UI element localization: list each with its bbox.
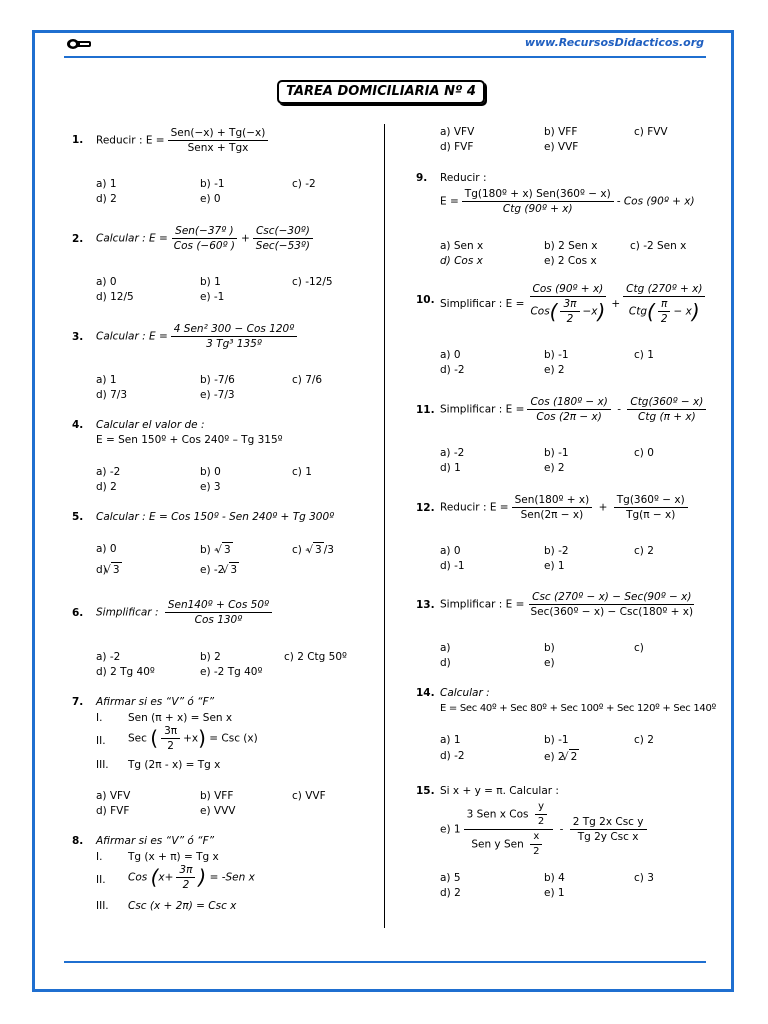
q2-option-b: b) 1 [200, 276, 221, 288]
q9-option-e: e) 2 Cos x [544, 255, 597, 267]
q8-item-i: Tg (x + π) = Tg x [128, 851, 219, 863]
q3-option-e: e) -7/3 [200, 389, 235, 401]
q6-option-b: b) 2 [200, 651, 221, 663]
q6-option-e: e) -2 Tg 40º [200, 666, 263, 678]
header-rule [64, 56, 706, 58]
q7-item-ii: Sec ( $\frac{3\pi}{2}$ +x) = Csc (x) [128, 725, 258, 752]
q3-option-a: a) 1 [96, 374, 117, 386]
q11-number: 11. [416, 404, 435, 416]
q12-number: 12. [416, 502, 435, 514]
footer-rule [64, 961, 706, 963]
q10-option-d: d) -2 [440, 364, 465, 376]
q7-roman-ii: II. [96, 735, 106, 747]
q1-statement: Reducir : E = $\frac{\text{Sen(−x) + Tg(−x)}}{\text{Senx + Tgx}}$ [96, 126, 271, 155]
q3-option-b: b) -7/6 [200, 374, 235, 386]
q6-option-d: d) 2 Tg 40º [96, 666, 155, 678]
q5-option-b: b) - √ 3 [200, 542, 233, 558]
q6-statement: Simplificar : $\frac{\text{Sen140º + Cos 50º}}{\text{Cos 130º}}$ [96, 598, 275, 627]
q11-option-e: e) 2 [544, 462, 565, 474]
q12-option-c: c) 2 [634, 545, 654, 557]
q8-number: 8. [72, 835, 84, 847]
q13-option-b: b) [544, 642, 555, 654]
logo-icon [66, 38, 92, 50]
q8-option-c: c) FVV [634, 126, 668, 138]
q10-statement: Simplificar : E = Cos (90º + x) Cos( $\frac{3\pi}{2}$ −x) + Ctg (270º + x) Ctg( $\frac{\pi}{2}$ − x) [440, 282, 708, 326]
q15-number: 15. [416, 785, 435, 797]
q6-option-a: a) -2 [96, 651, 121, 663]
q7-roman-iii: III. [96, 759, 109, 771]
q2-number: 2. [72, 233, 84, 245]
q8-roman-ii: II. [96, 874, 106, 886]
q1-option-c: c) -2 [292, 178, 316, 190]
q15-option-e: e) 1 [544, 887, 565, 899]
q11-option-a: a) -2 [440, 447, 465, 459]
q15-option-d: d) 2 [440, 887, 461, 899]
q4-statement: Calcular el valor de : [96, 419, 205, 431]
q5-statement: Calcular : E = Cos 150º - Sen 240º + Tg 300º [96, 511, 335, 523]
q8-option-d: d) FVF [440, 141, 474, 153]
q1-option-b: b) -1 [200, 178, 225, 190]
q9-option-d: d) Cos x [440, 255, 483, 267]
q4-option-b: b) 0 [200, 466, 221, 478]
q12-option-d: d) -1 [440, 560, 465, 572]
q15-statement: Si x + y = π. Calcular : [440, 785, 559, 797]
q3-option-d: d) 7/3 [96, 389, 127, 401]
q7-option-d: d) FVF [96, 805, 130, 817]
q11-option-c: c) 0 [634, 447, 654, 459]
q8-statement: Afirmar si es “V” ó “F” [96, 835, 215, 847]
q1-option-a: a) 1 [96, 178, 117, 190]
q12-option-a: a) 0 [440, 545, 461, 557]
q14-option-e: e) 2 √ 2 [544, 749, 579, 765]
q6-option-c: c) 2 Ctg 50º [284, 651, 347, 663]
q3-statement: Calcular : E = $\frac{\text{4 Sen² 300 − Cos 120º}}{\text{3 Tg³ 135º}}$ [96, 322, 300, 351]
q2-option-d: d) 12/5 [96, 291, 134, 303]
q6-number: 6. [72, 607, 84, 619]
column-divider [384, 124, 385, 928]
q4-option-c: c) 1 [292, 466, 312, 478]
q11-statement: Simplificar : E = $\frac{\text{Cos (180º − x)}}{\text{Cos (2π − x)}}$ - $\frac{\text{Ctg(360º − x)}}{\text{Ctg (π + x)}}$ [440, 395, 709, 424]
q5-option-d: d) √ 3 [96, 562, 122, 578]
q10-option-a: a) 0 [440, 349, 461, 361]
q1-option-d: d) 2 [96, 193, 117, 205]
q8-roman-i: I. [96, 851, 103, 863]
q15-option-b: b) 4 [544, 872, 565, 884]
q14-option-d: d) -2 [440, 750, 465, 762]
q9-option-c: c) -2 Sen x [630, 240, 687, 252]
q4-number: 4. [72, 419, 84, 431]
q8-option-b: b) VFF [544, 126, 578, 138]
q15-option-c: c) 3 [634, 872, 654, 884]
q1-number: 1. [72, 134, 84, 146]
q7-item-iii: Tg (2π - x) = Tg x [128, 759, 221, 771]
q15-expression: e) 1 3 Sen x Cos $\frac{y}{2}$ Sen y Sen $\frac{x}{2}$ - $\frac{\text{2 Tg 2x Csc y}}{\text{Tg 2y Csc x}}$ [440, 800, 650, 859]
q2-option-e: e) -1 [200, 291, 225, 303]
q14-option-c: c) 2 [634, 734, 654, 746]
q8-option-a: a) VFV [440, 126, 475, 138]
q3-option-c: c) 7/6 [292, 374, 323, 386]
q5-option-a: a) 0 [96, 543, 117, 555]
q12-option-e: e) 1 [544, 560, 565, 572]
q13-option-d: d) [440, 657, 451, 669]
q10-number: 10. [416, 294, 435, 306]
q13-statement: Simplificar : E = $\frac{\text{Csc (270º − x) − Sec(90º − x)}}{\text{Sec(360º − x) − Csc(180º + x)}}$ [440, 591, 694, 618]
q14-expression: E = Sec 40º + Sec 80º + Sec 100º + Sec 120º + Sec 140º [440, 703, 716, 714]
q2-option-a: a) 0 [96, 276, 117, 288]
q11-option-b: b) -1 [544, 447, 569, 459]
q7-option-c: c) VVF [292, 790, 326, 802]
q4-option-d: d) 2 [96, 481, 117, 493]
q10-option-c: c) 1 [634, 349, 654, 361]
q15-option-a: a) 5 [440, 872, 461, 884]
q9-number: 9. [416, 172, 428, 184]
q8-item-ii: Cos (x+ $\frac{3\pi}{2}$ ) = -Sen x [128, 864, 255, 891]
q13-option-a: a) [440, 642, 451, 654]
q7-option-a: a) VFV [96, 790, 131, 802]
q8-item-iii: Csc (x + 2π) = Csc x [128, 900, 237, 912]
q14-option-a: a) 1 [440, 734, 461, 746]
q11-option-d: d) 1 [440, 462, 461, 474]
q4-option-e: e) 3 [200, 481, 221, 493]
q5-number: 5. [72, 511, 84, 523]
q7-statement: Afirmar si es “V” ó “F” [96, 696, 215, 708]
q8-roman-iii: III. [96, 900, 109, 912]
q7-number: 7. [72, 696, 84, 708]
q2-statement: Calcular : E = $\frac{\text{Sen(−37º )}}{\text{Cos (−60º )}}$ + $\frac{\text{Csc(−30º)}}{\text{Sec(−53º)}}$ [96, 224, 316, 253]
q7-roman-i: I. [96, 712, 103, 724]
q4-expression: E = Sen 150º + Cos 240º – Tg 315º [96, 434, 283, 446]
q14-number: 14. [416, 687, 435, 699]
q14-option-b: b) -1 [544, 734, 569, 746]
q9-option-a: a) Sen x [440, 240, 484, 252]
q5-option-c: c) - √ 3 /3 [292, 542, 334, 558]
q5-option-e: e) -2 √ 3 [200, 562, 239, 578]
q10-option-b: b) -1 [544, 349, 569, 361]
q2-option-c: c) -12/5 [292, 276, 333, 288]
q13-option-c: c) [634, 642, 644, 654]
q1-option-e: e) 0 [200, 193, 221, 205]
q13-option-e: e) [544, 657, 555, 669]
q7-option-e: e) VVV [200, 805, 236, 817]
page-title: TAREA DOMICILIARIA Nº 4 [277, 80, 485, 104]
q12-option-b: b) -2 [544, 545, 569, 557]
q8-option-e: e) VVF [544, 141, 579, 153]
q7-item-i: Sen (π + x) = Sen x [128, 712, 233, 724]
q4-option-a: a) -2 [96, 466, 121, 478]
q3-number: 3. [72, 331, 84, 343]
site-url[interactable]: www.RecursosDidacticos.org [524, 36, 704, 49]
q7-option-b: b) VFF [200, 790, 234, 802]
q13-number: 13. [416, 599, 435, 611]
q12-statement: Reducir : E = $\frac{\text{Sen(180º + x)}}{\text{Sen(2π − x)}}$ + $\frac{\text{Tg(360º − x)}}{Tg(\pi - x)}$ [440, 493, 691, 522]
q9-expression: E = $\frac{\text{Tg(180º + x) Sen(360º − x)}}{\text{Ctg (90º + x)}}$ - Cos (90º + x) [440, 188, 695, 215]
q10-option-e: e) 2 [544, 364, 565, 376]
q14-statement: Calcular : [440, 687, 490, 699]
q9-statement: Reducir : [440, 172, 487, 184]
q9-option-b: b) 2 Sen x [544, 240, 598, 252]
